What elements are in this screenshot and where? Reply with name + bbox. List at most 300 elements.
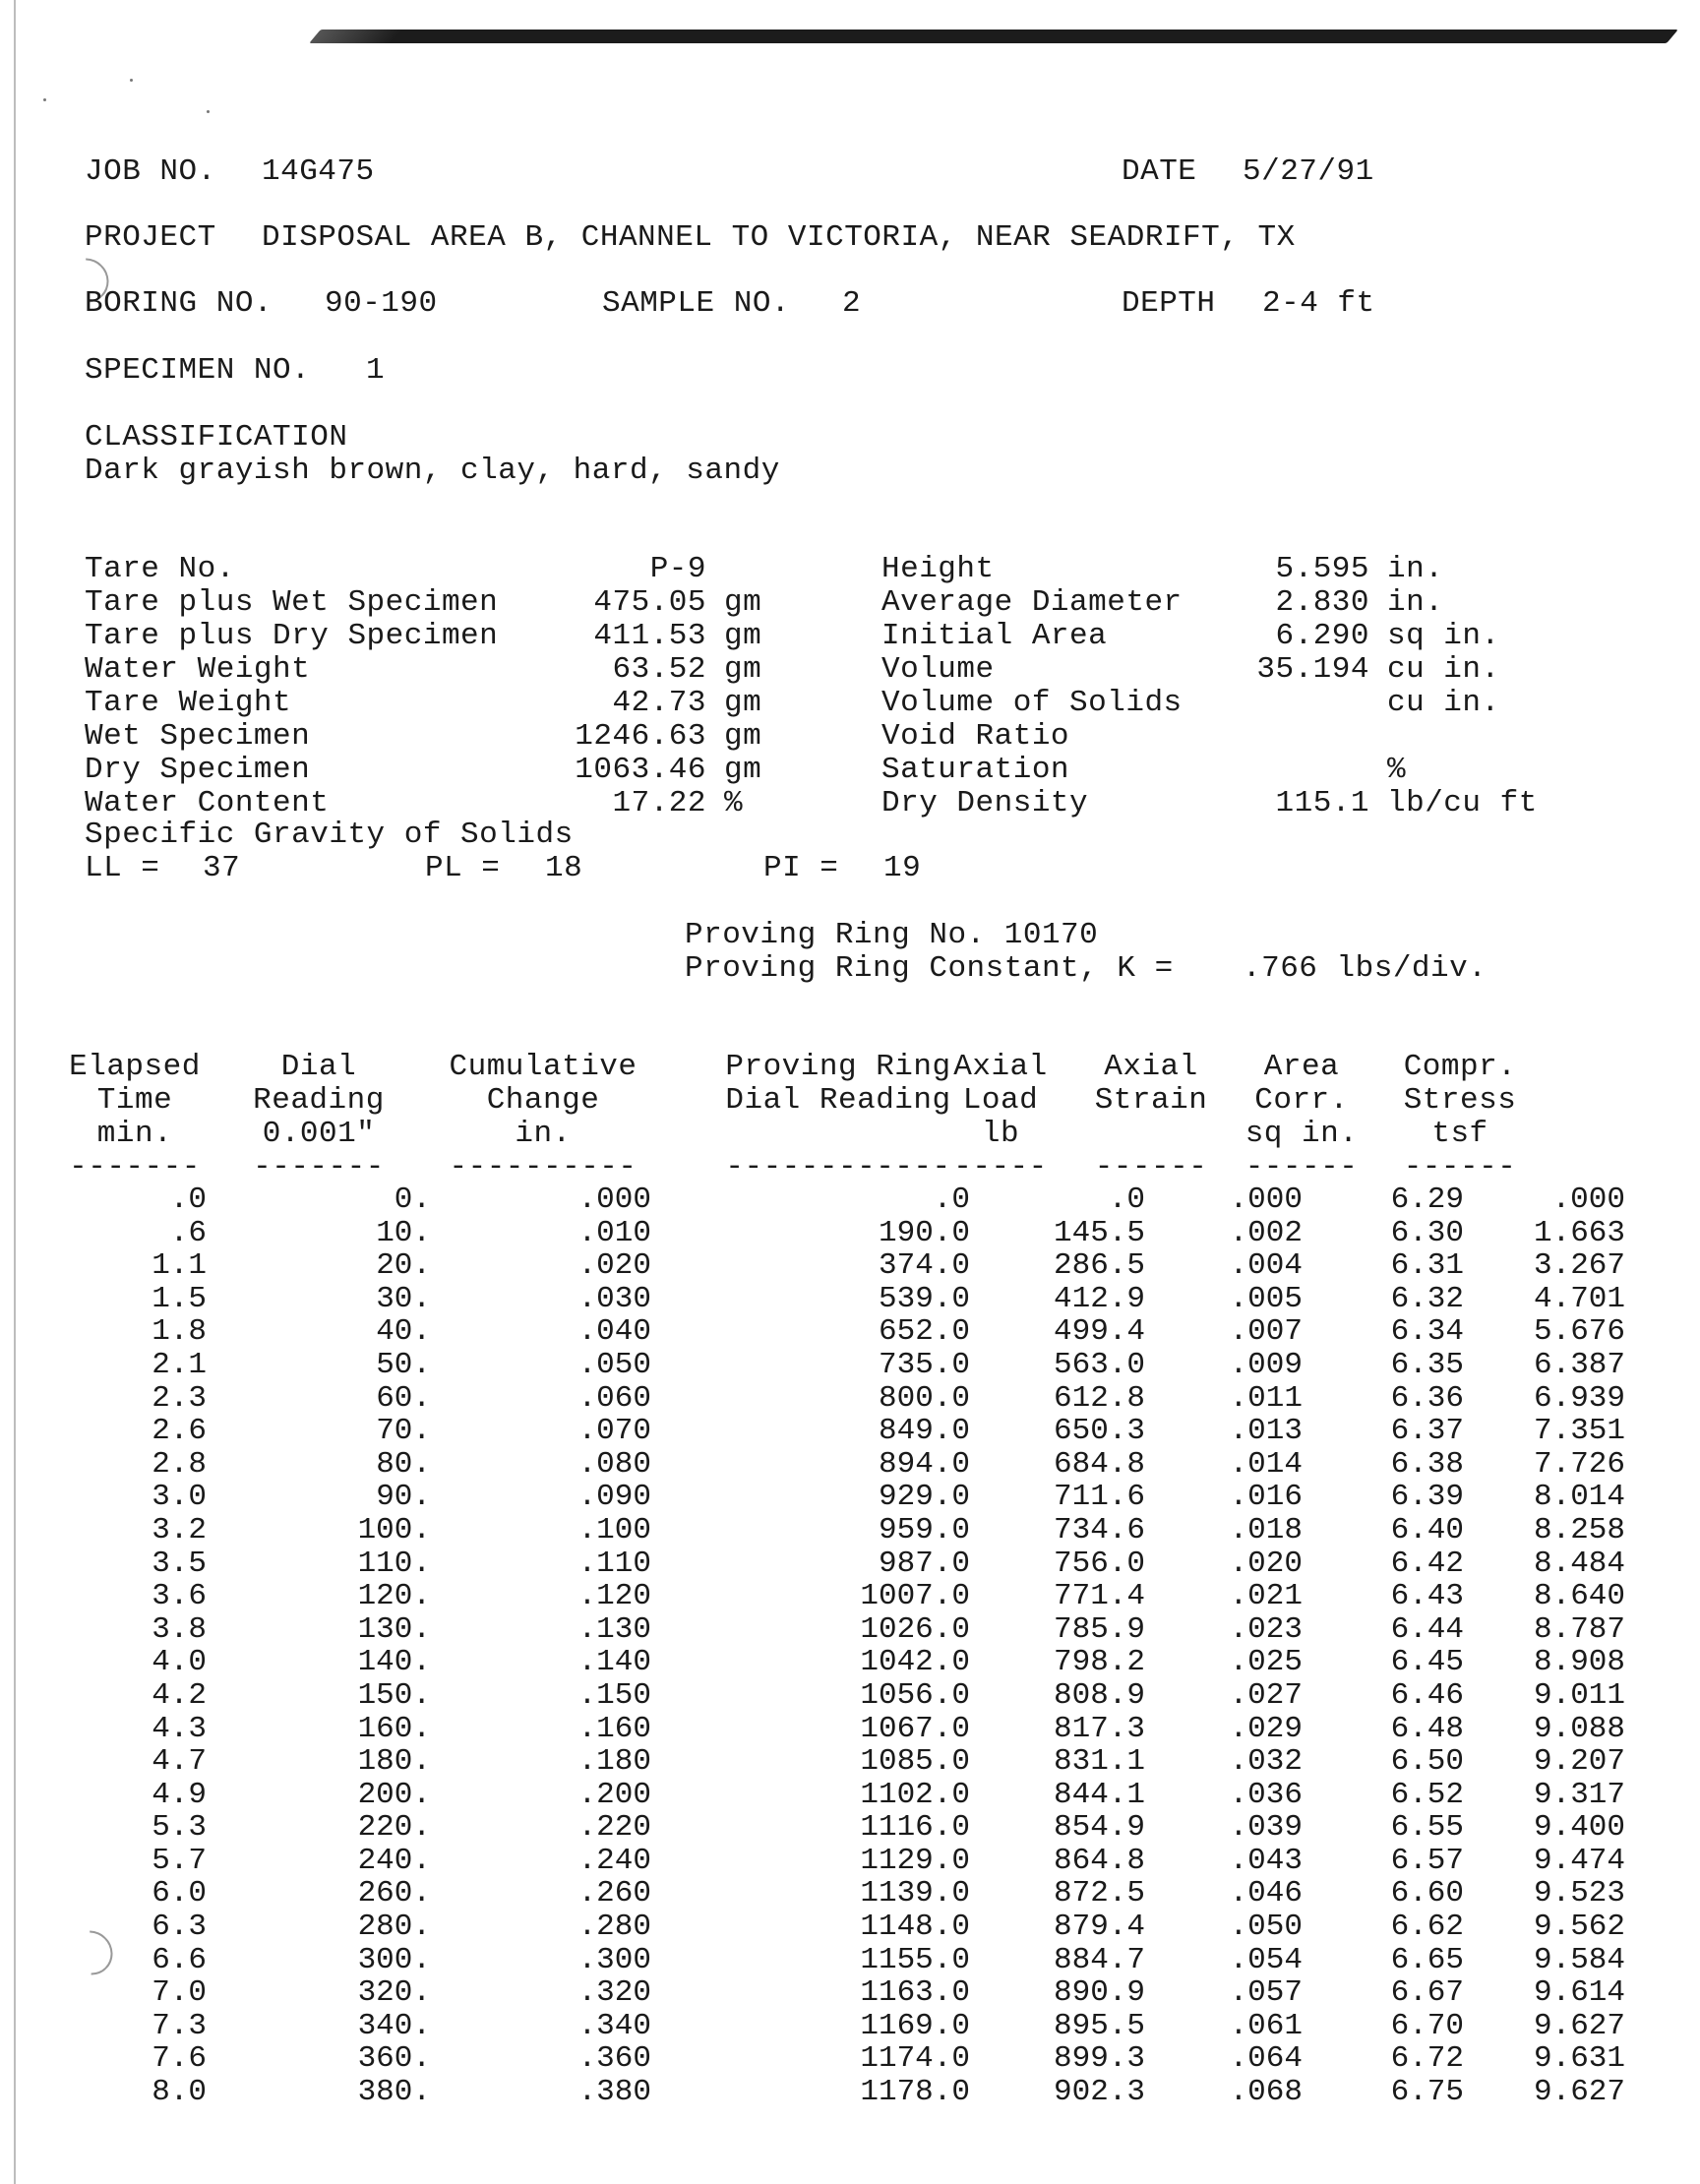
dimension-label: Saturation xyxy=(881,753,1070,787)
compr-stress-cell: 9.627 xyxy=(1533,2008,1625,2043)
cumulative-change-cell: .120 xyxy=(577,1579,651,1614)
date-value: 5/27/91 xyxy=(1243,154,1374,189)
weight-label: Tare plus Dry Specimen xyxy=(85,619,499,653)
elapsed-time-header: Elapsed xyxy=(69,1050,201,1084)
compr-stress-header: Compr. xyxy=(1403,1050,1517,1084)
cumulative-change-cell: .130 xyxy=(577,1611,651,1647)
weight-label: Water Content xyxy=(85,786,330,820)
table-row xyxy=(85,1745,1625,1779)
boring-number: 90-190 xyxy=(325,286,438,321)
dial-reading-cell: 30. xyxy=(376,1281,431,1316)
table-row xyxy=(85,1349,1625,1382)
cumulative-change-cell: .060 xyxy=(577,1380,651,1416)
weight-label: Wet Specimen xyxy=(85,719,311,754)
area-corr-cell: 6.75 xyxy=(1390,2075,1464,2110)
axial-load-cell: 785.9 xyxy=(1053,1611,1145,1647)
proving-ring-dial-cell: 929.0 xyxy=(878,1480,970,1515)
dimension-unit: % xyxy=(1387,753,1407,787)
cumulative-change-cell: .340 xyxy=(577,2008,651,2043)
table-row xyxy=(85,1217,1625,1250)
dial-reading-cell: 220. xyxy=(357,1810,431,1846)
compr-stress-cell: 9.614 xyxy=(1533,1975,1625,2011)
proving-ring-dial-header: Proving Ring xyxy=(725,1050,951,1084)
elapsed-time-cell: 7.0 xyxy=(152,1975,207,2011)
dial-reading-cell: 90. xyxy=(376,1480,431,1515)
axial-strain-cell: .039 xyxy=(1229,1810,1303,1846)
compr-stress-cell: 7.726 xyxy=(1533,1446,1625,1482)
axial-strain-cell: .054 xyxy=(1229,1942,1303,1977)
axial-load-cell: 563.0 xyxy=(1053,1347,1145,1382)
cumulative-change-cell: .090 xyxy=(577,1480,651,1515)
dial-reading-header-rule: ------- xyxy=(253,1150,385,1184)
dial-reading-cell: 180. xyxy=(357,1744,431,1780)
cumulative-change-cell: .100 xyxy=(577,1512,651,1547)
proving-ring-dial-cell: 1042.0 xyxy=(860,1645,970,1680)
table-row xyxy=(85,1315,1625,1349)
axial-strain-cell: .061 xyxy=(1229,2008,1303,2043)
elapsed-time-cell: 2.8 xyxy=(152,1446,207,1482)
classification-label: CLASSIFICATION xyxy=(85,420,348,455)
ll-label: LL = xyxy=(85,851,160,885)
elapsed-time-header: min. xyxy=(96,1117,173,1151)
dial-reading-cell: 380. xyxy=(357,2075,431,2110)
axial-strain-cell: .000 xyxy=(1229,1183,1303,1217)
dimension-value: 115.1 xyxy=(1275,786,1369,820)
proving-ring-dial-cell: 1085.0 xyxy=(860,1744,970,1780)
table-row xyxy=(85,1514,1625,1547)
axial-load-cell: 711.6 xyxy=(1053,1480,1145,1515)
axial-strain-cell: .021 xyxy=(1229,1579,1303,1614)
axial-load-cell: 499.4 xyxy=(1053,1314,1145,1350)
table-row xyxy=(85,1613,1625,1647)
axial-strain-cell: .068 xyxy=(1229,2075,1303,2110)
axial-strain-cell: .025 xyxy=(1229,1645,1303,1680)
axial-load-cell: .0 xyxy=(1108,1183,1145,1217)
compression-test-table xyxy=(85,1183,1625,2109)
axial-load-cell: 612.8 xyxy=(1053,1380,1145,1416)
depth-label: DEPTH xyxy=(1122,286,1216,321)
elapsed-time-header: Time xyxy=(96,1083,173,1118)
dial-reading-cell: 320. xyxy=(357,1975,431,2011)
cumulative-change-cell: .040 xyxy=(577,1314,651,1350)
elapsed-time-cell: 7.3 xyxy=(152,2008,207,2043)
axial-load-header: lb xyxy=(981,1117,1020,1151)
area-corr-cell: 6.32 xyxy=(1390,1281,1464,1316)
pl-label: PL = xyxy=(425,851,501,885)
dial-reading-cell: 70. xyxy=(376,1414,431,1449)
dimension-label: Initial Area xyxy=(881,619,1108,653)
pi-value: 19 xyxy=(883,851,922,885)
cumulative-change-cell: .030 xyxy=(577,1281,651,1316)
elapsed-time-cell: 1.1 xyxy=(152,1248,207,1284)
dial-reading-cell: 60. xyxy=(376,1380,431,1416)
area-corr-cell: 6.36 xyxy=(1390,1380,1464,1416)
cumulative-change-header-rule: ---------- xyxy=(449,1150,638,1184)
dimension-value: 2.830 xyxy=(1275,585,1369,620)
proving-ring-dial-cell: 1169.0 xyxy=(860,2008,970,2043)
proving-ring-dial-cell: 652.0 xyxy=(878,1314,970,1350)
area-corr-header: Area xyxy=(1263,1050,1340,1084)
area-corr-header-rule: ------ xyxy=(1245,1150,1359,1184)
proving-ring-dial-cell: .0 xyxy=(933,1183,970,1217)
compr-stress-cell: 8.014 xyxy=(1533,1480,1625,1515)
area-corr-cell: 6.42 xyxy=(1390,1546,1464,1581)
table-row xyxy=(85,2076,1625,2109)
axial-load-cell: 864.8 xyxy=(1053,1843,1145,1878)
weight-unit: gm xyxy=(724,686,762,720)
scan-speck xyxy=(207,110,210,113)
area-corr-cell: 6.48 xyxy=(1390,1711,1464,1746)
pl-value: 18 xyxy=(545,851,583,885)
area-corr-cell: 6.62 xyxy=(1390,1910,1464,1945)
proving-ring-dial-cell: 987.0 xyxy=(878,1546,970,1581)
cumulative-change-cell: .010 xyxy=(577,1215,651,1250)
compr-stress-cell: 4.701 xyxy=(1533,1281,1625,1316)
cumulative-change-cell: .080 xyxy=(577,1446,651,1482)
compr-stress-cell: 8.484 xyxy=(1533,1546,1625,1581)
scan-top-bar xyxy=(309,30,1678,43)
area-corr-cell: 6.55 xyxy=(1390,1810,1464,1846)
table-row xyxy=(85,1976,1625,2010)
table-row xyxy=(85,1580,1625,1613)
elapsed-time-cell: 6.0 xyxy=(152,1876,207,1911)
compr-stress-cell: 9.523 xyxy=(1533,1876,1625,1911)
dial-reading-cell: 200. xyxy=(357,1777,431,1812)
proving-ring-dial-cell: 374.0 xyxy=(878,1248,970,1284)
compr-stress-cell: 9.562 xyxy=(1533,1910,1625,1945)
proving-ring-dial-cell: 1155.0 xyxy=(860,1942,970,1977)
area-corr-cell: 6.37 xyxy=(1390,1414,1464,1449)
axial-strain-header-rule: ------ xyxy=(1094,1150,1208,1184)
proving-ring-dial-cell: 849.0 xyxy=(878,1414,970,1449)
elapsed-time-cell: 2.1 xyxy=(152,1347,207,1382)
elapsed-time-cell: 5.7 xyxy=(152,1843,207,1878)
dial-reading-cell: 130. xyxy=(357,1611,431,1647)
dial-reading-cell: 80. xyxy=(376,1446,431,1482)
axial-load-cell: 890.9 xyxy=(1053,1975,1145,2011)
table-row xyxy=(85,2010,1625,2043)
axial-load-cell: 902.3 xyxy=(1053,2075,1145,2110)
date-label: DATE xyxy=(1122,154,1197,189)
proving-ring-dial-cell: 1163.0 xyxy=(860,1975,970,2011)
dimension-value: 35.194 xyxy=(1256,652,1369,687)
elapsed-time-cell: 1.5 xyxy=(152,1281,207,1316)
compr-stress-cell: 8.787 xyxy=(1533,1611,1625,1647)
area-corr-cell: 6.57 xyxy=(1390,1843,1464,1878)
table-row xyxy=(85,1448,1625,1482)
compr-stress-cell: 3.267 xyxy=(1533,1248,1625,1284)
compr-stress-cell: 9.631 xyxy=(1533,2041,1625,2077)
weight-label: Tare Weight xyxy=(85,686,292,720)
sample-label: SAMPLE NO. xyxy=(602,286,791,321)
elapsed-time-cell: 2.3 xyxy=(152,1380,207,1416)
area-corr-cell: 6.70 xyxy=(1390,2008,1464,2043)
cumulative-change-cell: .300 xyxy=(577,1942,651,1977)
dial-reading-cell: 120. xyxy=(357,1579,431,1614)
weight-unit: gm xyxy=(724,753,762,787)
project-value: DISPOSAL AREA B, CHANNEL TO VICTORIA, NEAR SEADRIFT, TX xyxy=(262,220,1296,255)
proving-ring-dial-cell: 1007.0 xyxy=(860,1579,970,1614)
axial-strain-cell: .007 xyxy=(1229,1314,1303,1350)
compr-stress-cell: 9.088 xyxy=(1533,1711,1625,1746)
dial-reading-cell: 340. xyxy=(357,2008,431,2043)
weight-value: 1063.46 xyxy=(575,753,706,787)
compr-stress-cell: 6.939 xyxy=(1533,1380,1625,1416)
area-corr-cell: 6.34 xyxy=(1390,1314,1464,1350)
axial-load-cell: 817.3 xyxy=(1053,1711,1145,1746)
dial-reading-cell: 20. xyxy=(376,1248,431,1284)
specific-gravity-label: Specific Gravity of Solids xyxy=(85,818,574,852)
elapsed-time-cell: 3.8 xyxy=(152,1611,207,1647)
scan-speck xyxy=(43,98,46,101)
area-corr-cell: 6.44 xyxy=(1390,1611,1464,1647)
axial-strain-cell: .036 xyxy=(1229,1777,1303,1812)
proving-ring-dial-cell: 1056.0 xyxy=(860,1677,970,1713)
elapsed-time-cell: 1.8 xyxy=(152,1314,207,1350)
elapsed-time-cell: .6 xyxy=(169,1215,207,1250)
cumulative-change-cell: .050 xyxy=(577,1347,651,1382)
dial-reading-cell: 150. xyxy=(357,1677,431,1713)
axial-strain-cell: .023 xyxy=(1229,1611,1303,1647)
elapsed-time-cell: 4.0 xyxy=(152,1645,207,1680)
table-row xyxy=(85,1845,1625,1878)
area-corr-cell: 6.40 xyxy=(1390,1512,1464,1547)
dial-reading-header: 0.001" xyxy=(262,1117,376,1151)
area-corr-cell: 6.29 xyxy=(1390,1183,1464,1217)
table-row xyxy=(85,1481,1625,1514)
axial-load-cell: 844.1 xyxy=(1053,1777,1145,1812)
weight-label: Dry Specimen xyxy=(85,753,311,787)
weight-value: 475.05 xyxy=(593,585,706,620)
compr-stress-header: tsf xyxy=(1431,1117,1488,1151)
cumulative-change-cell: .220 xyxy=(577,1810,651,1846)
boring-label: BORING NO. xyxy=(85,286,273,321)
axial-strain-cell: .057 xyxy=(1229,1975,1303,2011)
axial-strain-cell: .018 xyxy=(1229,1512,1303,1547)
dial-reading-cell: 10. xyxy=(376,1215,431,1250)
depth-value: 2-4 ft xyxy=(1262,286,1375,321)
cumulative-change-cell: .380 xyxy=(577,2075,651,2110)
axial-strain-header: Axial xyxy=(1104,1050,1198,1084)
cumulative-change-cell: .020 xyxy=(577,1248,651,1284)
elapsed-time-cell: 4.2 xyxy=(152,1677,207,1713)
area-corr-cell: 6.30 xyxy=(1390,1215,1464,1250)
cumulative-change-cell: .000 xyxy=(577,1183,651,1217)
proving-ring-dial-cell: 735.0 xyxy=(878,1347,970,1382)
axial-load-cell: 854.9 xyxy=(1053,1810,1145,1846)
table-row xyxy=(85,1779,1625,1812)
compr-stress-cell: 9.011 xyxy=(1533,1677,1625,1713)
proving-ring-dial-cell: 1139.0 xyxy=(860,1876,970,1911)
table-row xyxy=(85,1249,1625,1283)
axial-strain-cell: .027 xyxy=(1229,1677,1303,1713)
axial-strain-cell: .009 xyxy=(1229,1347,1303,1382)
compr-stress-cell: 9.584 xyxy=(1533,1942,1625,1977)
elapsed-time-cell: 3.2 xyxy=(152,1512,207,1547)
cumulative-change-cell: .150 xyxy=(577,1677,651,1713)
dial-reading-cell: 360. xyxy=(357,2041,431,2077)
axial-load-cell: 771.4 xyxy=(1053,1579,1145,1614)
compr-stress-cell: 8.258 xyxy=(1533,1512,1625,1547)
axial-load-cell: 684.8 xyxy=(1053,1446,1145,1482)
weight-label: Tare plus Wet Specimen xyxy=(85,585,499,620)
sample-number: 2 xyxy=(842,286,862,321)
dimension-value: 5.595 xyxy=(1275,552,1369,586)
table-row xyxy=(85,1415,1625,1448)
weight-unit: gm xyxy=(724,585,762,620)
project-label: PROJECT xyxy=(85,220,216,255)
axial-load-cell: 899.3 xyxy=(1053,2041,1145,2077)
ll-value: 37 xyxy=(203,851,241,885)
classification-value: Dark grayish brown, clay, hard, sandy xyxy=(85,454,780,488)
elapsed-time-cell: 6.3 xyxy=(152,1910,207,1945)
axial-load-cell: 756.0 xyxy=(1053,1546,1145,1581)
specimen-number: 1 xyxy=(366,353,386,388)
axial-strain-cell: .064 xyxy=(1229,2041,1303,2077)
cumulative-change-cell: .280 xyxy=(577,1910,651,1945)
pi-label: PI = xyxy=(763,851,839,885)
table-row xyxy=(85,1877,1625,1911)
axial-strain-cell: .002 xyxy=(1229,1215,1303,1250)
compr-stress-cell: 9.627 xyxy=(1533,2075,1625,2110)
proving-ring-dial-header-rule: ------------ xyxy=(725,1150,951,1184)
cumulative-change-cell: .260 xyxy=(577,1876,651,1911)
cumulative-change-cell: .200 xyxy=(577,1777,651,1812)
elapsed-time-cell: 4.9 xyxy=(152,1777,207,1812)
axial-load-cell: 808.9 xyxy=(1053,1677,1145,1713)
area-corr-cell: 6.52 xyxy=(1390,1777,1464,1812)
table-row xyxy=(85,1679,1625,1713)
compr-stress-cell: .000 xyxy=(1551,1183,1625,1217)
compr-stress-cell: 9.317 xyxy=(1533,1777,1625,1812)
area-corr-header: sq in. xyxy=(1245,1117,1359,1151)
proving-ring-number: Proving Ring No. 10170 xyxy=(685,918,1099,952)
scan-speck xyxy=(130,79,133,82)
axial-load-header: Axial xyxy=(953,1050,1048,1084)
axial-load-cell: 286.5 xyxy=(1053,1248,1145,1284)
proving-ring-dial-cell: 539.0 xyxy=(878,1281,970,1316)
cumulative-change-cell: .240 xyxy=(577,1843,651,1878)
weight-value: 63.52 xyxy=(612,652,706,687)
weight-value: 411.53 xyxy=(593,619,706,653)
axial-strain-cell: .020 xyxy=(1229,1546,1303,1581)
table-row xyxy=(85,1911,1625,1944)
axial-load-cell: 884.7 xyxy=(1053,1942,1145,1977)
dimension-unit: in. xyxy=(1387,585,1444,620)
dial-reading-cell: 160. xyxy=(357,1711,431,1746)
axial-load-header: Load xyxy=(962,1083,1039,1118)
compr-stress-cell: 8.908 xyxy=(1533,1645,1625,1680)
cumulative-change-header: Change xyxy=(486,1083,600,1118)
area-corr-cell: 6.45 xyxy=(1390,1645,1464,1680)
dimension-label: Height xyxy=(881,552,995,586)
cumulative-change-cell: .070 xyxy=(577,1414,651,1449)
dial-reading-cell: 0. xyxy=(394,1183,431,1217)
weight-value: P-9 xyxy=(649,552,706,586)
proving-ring-dial-cell: 1026.0 xyxy=(860,1611,970,1647)
weight-value: 1246.63 xyxy=(575,719,706,754)
axial-strain-cell: .013 xyxy=(1229,1414,1303,1449)
proving-ring-dial-cell: 1116.0 xyxy=(860,1810,970,1846)
dimension-unit: cu in. xyxy=(1387,686,1500,720)
elapsed-time-cell: 6.6 xyxy=(152,1942,207,1977)
elapsed-time-cell: 8.0 xyxy=(152,2075,207,2110)
cumulative-change-cell: .360 xyxy=(577,2041,651,2077)
area-corr-cell: 6.43 xyxy=(1390,1579,1464,1614)
dial-reading-cell: 50. xyxy=(376,1347,431,1382)
elapsed-time-cell: 2.6 xyxy=(152,1414,207,1449)
dial-reading-cell: 110. xyxy=(357,1546,431,1581)
elapsed-time-cell: 3.5 xyxy=(152,1546,207,1581)
table-row xyxy=(85,1547,1625,1581)
cumulative-change-header: Cumulative xyxy=(449,1050,638,1084)
proving-ring-dial-cell: 1148.0 xyxy=(860,1910,970,1945)
axial-strain-cell: .011 xyxy=(1229,1380,1303,1416)
elapsed-time-cell: 4.7 xyxy=(152,1744,207,1780)
elapsed-time-cell: 4.3 xyxy=(152,1711,207,1746)
table-row xyxy=(85,1183,1625,1217)
job-number: 14G475 xyxy=(262,154,375,189)
axial-load-cell: 872.5 xyxy=(1053,1876,1145,1911)
specimen-label: SPECIMEN NO. xyxy=(85,353,311,388)
elapsed-time-cell: 5.3 xyxy=(152,1810,207,1846)
job-label: JOB NO. xyxy=(85,154,216,189)
dial-reading-cell: 300. xyxy=(357,1942,431,1977)
dimension-label: Volume of Solids xyxy=(881,686,1183,720)
weight-value: 17.22 xyxy=(612,786,706,820)
compr-stress-header-rule: ------ xyxy=(1403,1150,1517,1184)
weight-label: Tare No. xyxy=(85,552,235,586)
compr-stress-cell: 9.400 xyxy=(1533,1810,1625,1846)
cumulative-change-cell: .320 xyxy=(577,1975,651,2011)
compr-stress-cell: 1.663 xyxy=(1533,1215,1625,1250)
table-row xyxy=(85,2042,1625,2076)
elapsed-time-cell: 3.6 xyxy=(152,1579,207,1614)
table-row xyxy=(85,1944,1625,1977)
area-corr-cell: 6.35 xyxy=(1390,1347,1464,1382)
dimension-label: Average Diameter xyxy=(881,585,1183,620)
axial-strain-cell: .050 xyxy=(1229,1910,1303,1945)
axial-load-cell: 831.1 xyxy=(1053,1744,1145,1780)
area-corr-cell: 6.39 xyxy=(1390,1480,1464,1515)
dimension-unit: sq in. xyxy=(1387,619,1500,653)
axial-strain-cell: .043 xyxy=(1229,1843,1303,1878)
proving-ring-dial-header: Dial Reading xyxy=(725,1083,951,1118)
axial-strain-cell: .005 xyxy=(1229,1281,1303,1316)
weight-unit: % xyxy=(724,786,744,820)
axial-load-cell: 734.6 xyxy=(1053,1512,1145,1547)
axial-strain-cell: .014 xyxy=(1229,1446,1303,1482)
proving-ring-dial-cell: 190.0 xyxy=(878,1215,970,1250)
dial-reading-cell: 240. xyxy=(357,1843,431,1878)
table-row xyxy=(85,1713,1625,1746)
compr-stress-cell: 7.351 xyxy=(1533,1414,1625,1449)
compr-stress-cell: 5.676 xyxy=(1533,1314,1625,1350)
cumulative-change-cell: .110 xyxy=(577,1546,651,1581)
proving-ring-dial-cell: 1129.0 xyxy=(860,1843,970,1878)
compr-stress-cell: 9.207 xyxy=(1533,1744,1625,1780)
proving-ring-dial-cell: 1178.0 xyxy=(860,2075,970,2110)
area-corr-cell: 6.72 xyxy=(1390,2041,1464,2077)
area-corr-cell: 6.67 xyxy=(1390,1975,1464,2011)
dimension-unit: in. xyxy=(1387,552,1444,586)
axial-strain-header: Strain xyxy=(1094,1083,1208,1118)
dimension-value: 6.290 xyxy=(1275,619,1369,653)
proving-ring-dial-cell: 1102.0 xyxy=(860,1777,970,1812)
axial-strain-cell: .046 xyxy=(1229,1876,1303,1911)
dial-reading-header: Dial xyxy=(280,1050,357,1084)
compr-stress-cell: 8.640 xyxy=(1533,1579,1625,1614)
